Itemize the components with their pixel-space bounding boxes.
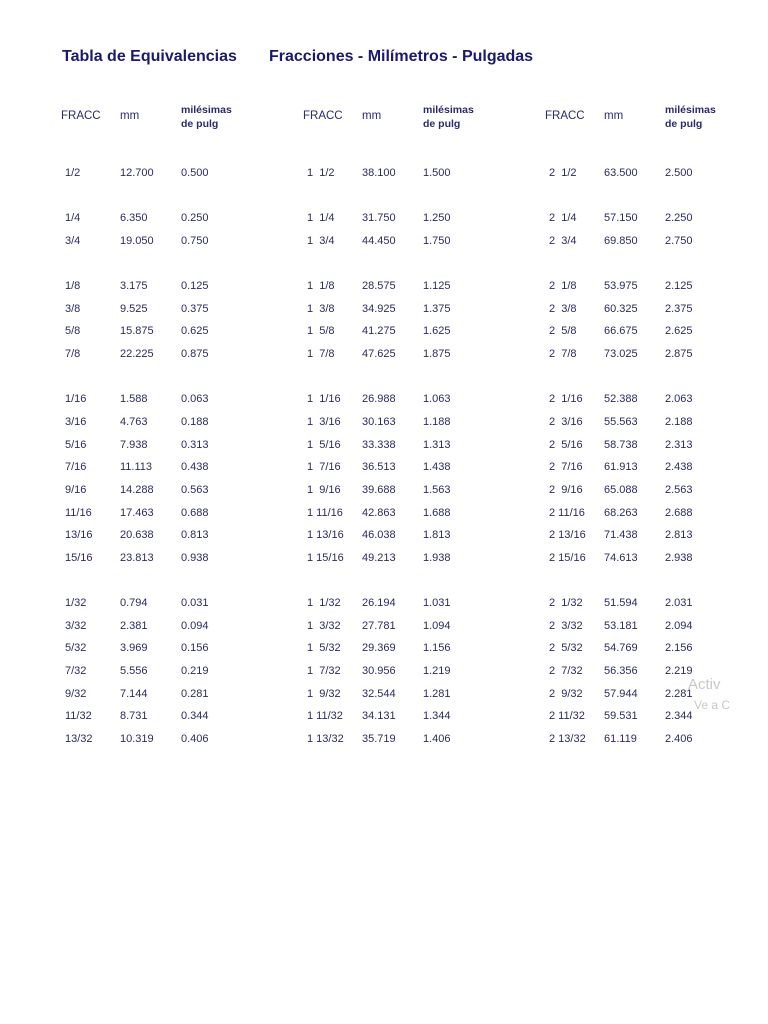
milesimas-cell: 2.313 (665, 439, 693, 451)
mm-cell: 17.463 (120, 507, 154, 519)
fraction-cell: 2 1/8 (549, 280, 577, 292)
activation-watermark-line2: Ve a C (694, 698, 731, 712)
milesimas-cell: 1.094 (423, 620, 451, 632)
fraction-cell: 7/16 (65, 461, 87, 473)
header-milesimas (665, 103, 716, 131)
fraction-cell: 1 5/32 (307, 642, 341, 654)
fraction-cell: 15/16 (65, 552, 93, 564)
fraction-cell: 2 13/16 (549, 529, 586, 541)
milesimas-cell: 0.813 (181, 529, 209, 541)
mm-cell: 26.194 (362, 597, 396, 609)
mm-cell: 36.513 (362, 461, 396, 473)
milesimas-cell: 1.688 (423, 507, 451, 519)
fraction-cell: 1 11/32 (307, 710, 343, 722)
milesimas-cell: 1.063 (423, 393, 451, 405)
fraction-cell: 2 1/2 (549, 167, 577, 179)
mm-cell: 12.700 (120, 167, 154, 179)
fraction-cell: 11/32 (65, 710, 92, 722)
mm-cell: 4.763 (120, 416, 148, 428)
mm-cell: 34.131 (362, 710, 396, 722)
fraction-cell: 2 1/4 (549, 212, 577, 224)
mm-cell: 19.050 (120, 235, 154, 247)
fraction-cell: 1 9/32 (307, 688, 341, 700)
mm-cell: 68.263 (604, 507, 638, 519)
milesimas-cell: 0.031 (181, 597, 209, 609)
mm-cell: 22.225 (120, 348, 154, 360)
milesimas-cell: 1.156 (423, 642, 451, 654)
mm-cell: 30.956 (362, 665, 396, 677)
fraction-cell: 11/16 (65, 507, 92, 519)
table-title: Tabla de Equivalencias (62, 48, 237, 65)
mm-cell: 65.088 (604, 484, 638, 496)
header-milesimas-line1: milésimas (181, 104, 232, 116)
mm-cell: 0.794 (120, 597, 148, 609)
fraction-cell: 2 3/32 (549, 620, 583, 632)
mm-cell: 71.438 (604, 529, 638, 541)
milesimas-cell: 2.938 (665, 552, 693, 564)
header-fracc: FRACC (545, 110, 585, 122)
milesimas-cell: 0.750 (181, 235, 209, 247)
header-milesimas-line2: de pulg (665, 118, 703, 130)
milesimas-cell: 1.750 (423, 235, 451, 247)
mm-cell: 59.531 (604, 710, 638, 722)
milesimas-cell: 1.375 (423, 303, 451, 315)
milesimas-cell: 2.563 (665, 484, 693, 496)
mm-cell: 2.381 (120, 620, 148, 632)
mm-cell: 49.213 (362, 552, 396, 564)
milesimas-cell: 2.125 (665, 280, 693, 292)
fraction-cell: 3/8 (65, 303, 81, 315)
mm-cell: 14.288 (120, 484, 154, 496)
milesimas-cell: 1.281 (423, 688, 451, 700)
mm-cell: 53.181 (604, 620, 638, 632)
fraction-cell: 3/4 (65, 235, 81, 247)
mm-cell: 7.144 (120, 688, 148, 700)
milesimas-cell: 0.063 (181, 393, 209, 405)
milesimas-cell: 2.219 (665, 665, 693, 677)
mm-cell: 1.588 (120, 393, 148, 405)
mm-cell: 35.719 (362, 733, 396, 745)
fraction-cell: 1 13/32 (307, 733, 344, 745)
fraction-cell: 1/4 (65, 212, 81, 224)
milesimas-cell: 0.125 (181, 280, 209, 292)
fraction-cell: 1 1/8 (307, 280, 335, 292)
fraction-cell: 2 5/8 (549, 325, 577, 337)
mm-cell: 58.738 (604, 439, 638, 451)
milesimas-cell: 0.344 (181, 710, 209, 722)
fraction-cell: 13/16 (65, 529, 93, 541)
mm-cell: 33.338 (362, 439, 396, 451)
fraction-cell: 5/16 (65, 439, 87, 451)
milesimas-cell: 2.344 (665, 710, 693, 722)
fraction-cell: 1 3/16 (307, 416, 341, 428)
fraction-cell: 1/32 (65, 597, 87, 609)
fraction-cell: 1 1/32 (307, 597, 341, 609)
fraction-cell: 3/32 (65, 620, 87, 632)
fraction-cell: 3/16 (65, 416, 87, 428)
fraction-cell: 1 15/16 (307, 552, 344, 564)
milesimas-cell: 1.188 (423, 416, 451, 428)
mm-cell: 61.119 (604, 733, 637, 745)
mm-cell: 74.613 (604, 552, 638, 564)
milesimas-cell: 2.281 (665, 688, 693, 700)
mm-cell: 39.688 (362, 484, 396, 496)
header-milesimas-line2: de pulg (181, 118, 219, 130)
milesimas-cell: 0.156 (181, 642, 209, 654)
fraction-cell: 1 9/16 (307, 484, 341, 496)
fraction-cell: 2 1/32 (549, 597, 583, 609)
mm-cell: 6.350 (120, 212, 148, 224)
fraction-cell: 1 13/16 (307, 529, 344, 541)
milesimas-cell: 0.188 (181, 416, 209, 428)
fraction-cell: 2 15/16 (549, 552, 586, 564)
milesimas-cell: 2.625 (665, 325, 693, 337)
mm-cell: 10.319 (120, 733, 154, 745)
fraction-cell: 7/32 (65, 665, 87, 677)
fraction-cell: 2 7/32 (549, 665, 583, 677)
mm-cell: 69.850 (604, 235, 638, 247)
mm-cell: 55.563 (604, 416, 638, 428)
fraction-cell: 9/16 (65, 484, 87, 496)
milesimas-cell: 1.875 (423, 348, 451, 360)
fraction-cell: 2 13/32 (549, 733, 586, 745)
fraction-cell: 9/32 (65, 688, 87, 700)
mm-cell: 23.813 (120, 552, 154, 564)
fraction-cell: 1 7/32 (307, 665, 341, 677)
header-mm: mm (604, 110, 624, 122)
mm-cell: 73.025 (604, 348, 638, 360)
milesimas-cell: 2.875 (665, 348, 693, 360)
mm-cell: 60.325 (604, 303, 638, 315)
fraction-cell: 1 5/8 (307, 325, 335, 337)
fraction-cell: 1 11/16 (307, 507, 343, 519)
header-milesimas (423, 103, 474, 131)
milesimas-cell: 1.125 (423, 280, 451, 292)
milesimas-cell: 1.438 (423, 461, 451, 473)
fraction-cell: 1 5/16 (307, 439, 341, 451)
fraction-cell: 1 1/2 (307, 167, 335, 179)
mm-cell: 7.938 (120, 439, 148, 451)
fraction-cell: 2 3/4 (549, 235, 577, 247)
milesimas-cell: 2.688 (665, 507, 693, 519)
mm-cell: 38.100 (362, 167, 396, 179)
milesimas-cell: 2.063 (665, 393, 693, 405)
mm-cell: 30.163 (362, 416, 396, 428)
milesimas-cell: 2.031 (665, 597, 693, 609)
mm-cell: 27.781 (362, 620, 396, 632)
milesimas-cell: 2.156 (665, 642, 693, 654)
milesimas-cell: 0.938 (181, 552, 209, 564)
mm-cell: 26.988 (362, 393, 396, 405)
fraction-cell: 5/8 (65, 325, 81, 337)
milesimas-cell: 1.031 (423, 597, 451, 609)
milesimas-cell: 0.500 (181, 167, 209, 179)
milesimas-cell: 0.094 (181, 620, 209, 632)
milesimas-cell: 2.750 (665, 235, 693, 247)
milesimas-cell: 0.219 (181, 665, 209, 677)
header-mm: mm (120, 110, 140, 122)
fraction-cell: 1 3/8 (307, 303, 335, 315)
table-subtitle: Fracciones - Milímetros - Pulgadas (269, 48, 534, 65)
fraction-cell: 2 7/16 (549, 461, 583, 473)
mm-cell: 54.769 (604, 642, 638, 654)
fraction-cell: 2 11/16 (549, 507, 585, 519)
mm-cell: 53.975 (604, 280, 638, 292)
fraction-cell: 2 11/32 (549, 710, 585, 722)
milesimas-cell: 1.250 (423, 212, 451, 224)
mm-cell: 15.875 (120, 325, 154, 337)
activation-watermark-line1: Activ (688, 676, 721, 693)
fraction-cell: 2 3/8 (549, 303, 577, 315)
fraction-cell: 2 3/16 (549, 416, 583, 428)
mm-cell: 57.944 (604, 688, 638, 700)
mm-cell: 5.556 (120, 665, 148, 677)
milesimas-cell: 1.344 (423, 710, 451, 722)
header-milesimas (181, 103, 232, 131)
milesimas-cell: 1.938 (423, 552, 451, 564)
mm-cell: 41.275 (362, 325, 396, 337)
header-milesimas-line1: milésimas (665, 104, 716, 116)
milesimas-cell: 0.313 (181, 439, 209, 451)
milesimas-cell: 0.688 (181, 507, 209, 519)
mm-cell: 47.625 (362, 348, 396, 360)
header-milesimas-line2: de pulg (423, 118, 461, 130)
milesimas-cell: 1.406 (423, 733, 451, 745)
milesimas-cell: 0.406 (181, 733, 209, 745)
milesimas-cell: 0.281 (181, 688, 209, 700)
mm-cell: 3.969 (120, 642, 148, 654)
fraction-cell: 7/8 (65, 348, 81, 360)
milesimas-cell: 0.625 (181, 325, 209, 337)
mm-cell: 32.544 (362, 688, 396, 700)
fraction-cell: 1 7/8 (307, 348, 335, 360)
fraction-cell: 1 7/16 (307, 461, 341, 473)
fraction-cell: 5/32 (65, 642, 87, 654)
milesimas-cell: 2.438 (665, 461, 693, 473)
fraction-cell: 2 9/32 (549, 688, 583, 700)
mm-cell: 9.525 (120, 303, 148, 315)
milesimas-cell: 2.813 (665, 529, 693, 541)
milesimas-cell: 1.219 (423, 665, 451, 677)
header-fracc: FRACC (303, 110, 343, 122)
milesimas-cell: 1.813 (423, 529, 451, 541)
mm-cell: 56.356 (604, 665, 638, 677)
fraction-cell: 1/16 (65, 393, 87, 405)
milesimas-cell: 2.188 (665, 416, 693, 428)
fraction-cell: 2 5/32 (549, 642, 583, 654)
fraction-cell: 13/32 (65, 733, 93, 745)
mm-cell: 44.450 (362, 235, 396, 247)
milesimas-cell: 1.625 (423, 325, 451, 337)
mm-cell: 57.150 (604, 212, 638, 224)
mm-cell: 11.113 (120, 461, 153, 473)
mm-cell: 46.038 (362, 529, 396, 541)
milesimas-cell: 0.563 (181, 484, 209, 496)
milesimas-cell: 1.500 (423, 167, 451, 179)
fraction-cell: 2 5/16 (549, 439, 583, 451)
mm-cell: 8.731 (120, 710, 148, 722)
mm-cell: 61.913 (604, 461, 638, 473)
fraction-cell: 1/8 (65, 280, 81, 292)
milesimas-cell: 1.313 (423, 439, 451, 451)
milesimas-cell: 2.406 (665, 733, 693, 745)
milesimas-cell: 2.094 (665, 620, 693, 632)
mm-cell: 52.388 (604, 393, 638, 405)
fraction-cell: 2 1/16 (549, 393, 583, 405)
fraction-cell: 2 9/16 (549, 484, 583, 496)
milesimas-cell: 1.563 (423, 484, 451, 496)
mm-cell: 51.594 (604, 597, 638, 609)
fraction-cell: 1/2 (65, 167, 81, 179)
fraction-cell: 1 3/4 (307, 235, 335, 247)
milesimas-cell: 0.375 (181, 303, 209, 315)
fraction-cell: 1 1/16 (307, 393, 341, 405)
header-milesimas-line1: milésimas (423, 104, 474, 116)
mm-cell: 66.675 (604, 325, 638, 337)
header-mm: mm (362, 110, 382, 122)
mm-cell: 63.500 (604, 167, 638, 179)
fraction-cell: 1 1/4 (307, 212, 335, 224)
milesimas-cell: 0.875 (181, 348, 209, 360)
fraction-cell: 2 7/8 (549, 348, 577, 360)
fraction-cell: 1 3/32 (307, 620, 341, 632)
milesimas-cell: 0.250 (181, 212, 209, 224)
mm-cell: 42.863 (362, 507, 396, 519)
mm-cell: 28.575 (362, 280, 396, 292)
mm-cell: 34.925 (362, 303, 396, 315)
mm-cell: 31.750 (362, 212, 396, 224)
milesimas-cell: 2.375 (665, 303, 693, 315)
mm-cell: 3.175 (120, 280, 148, 292)
milesimas-cell: 2.500 (665, 167, 693, 179)
mm-cell: 29.369 (362, 642, 396, 654)
header-fracc: FRACC (61, 110, 101, 122)
milesimas-cell: 2.250 (665, 212, 693, 224)
milesimas-cell: 0.438 (181, 461, 209, 473)
mm-cell: 20.638 (120, 529, 154, 541)
